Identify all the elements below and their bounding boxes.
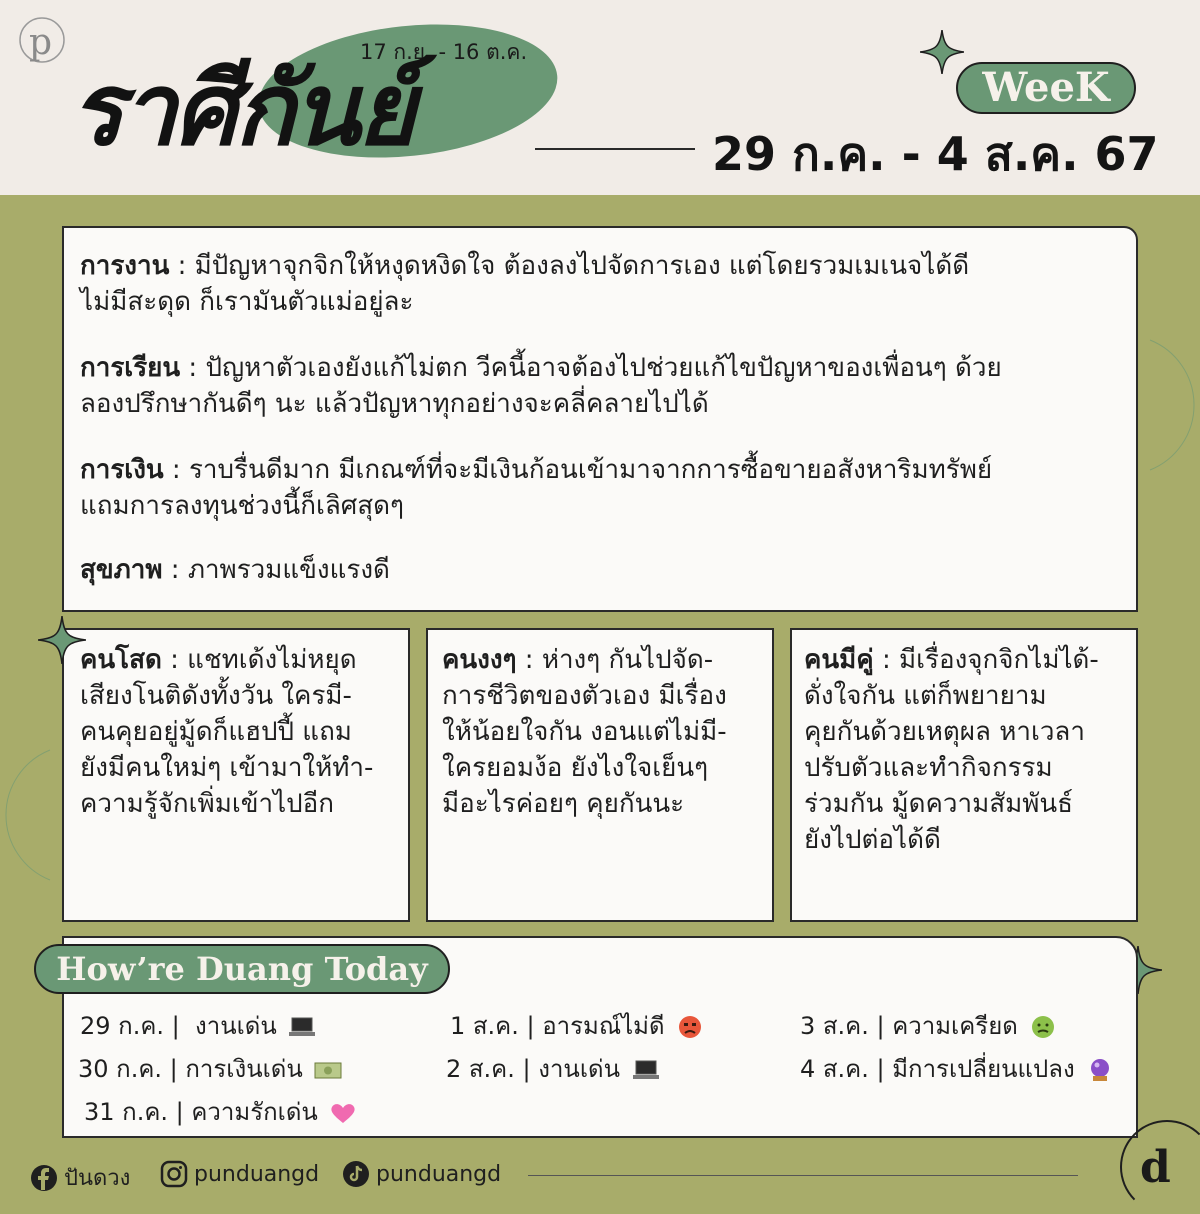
health-section <box>80 552 1130 588</box>
laptop-icon <box>288 1015 316 1039</box>
single-label: คนโสด <box>80 645 162 675</box>
facebook-icon <box>30 1164 58 1192</box>
facebook-link[interactable]: ปันดวง <box>30 1160 130 1195</box>
sparkle-icon <box>38 616 86 664</box>
finance-section <box>80 452 1130 524</box>
tiktok-icon <box>342 1160 370 1188</box>
confused-text: คนงงๆ : ห่างๆ กันไปจัด- การชีวิตของตัวเอง มีเรื่อง ให้น้อยใจกัน งอนแต่ไม่มี- ใครยอมง้อ ยังไงใจเย็นๆ มีอะไรค่อยๆ คุยกันนะ <box>442 645 727 819</box>
angry-face-icon <box>676 1015 704 1039</box>
week-dates: 29 ก.ค. - 4 ส.ค. 67 <box>712 127 1159 181</box>
day-item: 1 ส.ค. | อารมณ์ไม่ดี <box>450 1006 704 1045</box>
sign-title: ราศีกันย์ <box>70 51 413 168</box>
day-item: 31 ก.ค. | ความรักเด่น <box>84 1092 357 1131</box>
day-item: 29 ก.ค. | งานเด่น <box>80 1006 316 1045</box>
finance-label: การเงิน <box>80 455 164 485</box>
sign-date-range: 17 ก.ย. - 16 ต.ค. <box>360 40 528 64</box>
tiktok-link[interactable]: punduangd <box>342 1160 501 1188</box>
health-label: สุขภาพ <box>80 555 163 585</box>
finance-text-line2: แถมการลงทุนช่วงนี้ก็เลิศสุดๆ <box>80 491 404 521</box>
day-item: 30 ก.ค. | การเงินเด่น <box>78 1049 342 1088</box>
laptop-icon <box>632 1058 660 1082</box>
work-text-line2: ไม่มีสะดุด ก็เรามันตัวแม่อยู่ละ <box>80 287 414 317</box>
sparkle-icon <box>920 30 964 74</box>
sick-face-icon <box>1029 1015 1057 1039</box>
brand-logo-icon <box>18 14 66 70</box>
study-label: การเรียน <box>80 353 181 383</box>
svg-text:p: p <box>29 22 53 63</box>
brand-letter: d <box>1140 1142 1171 1193</box>
day-item: 3 ส.ค. | ความเครียด <box>800 1006 1057 1045</box>
work-label: การงาน <box>80 251 170 281</box>
today-title: How’re Duang Today <box>34 944 450 994</box>
header-divider <box>535 148 695 150</box>
heart-icon <box>329 1101 357 1125</box>
couple-text: คนมีคู่ : มีเรื่องจุกจิกไม่ได้- ดั่งใจกัน แต่ก็พยายาม คุยกันด้วยเหตุผล หาเวลา ปรับตัวและทำกิจกรรม ร่วมกัน มู้ดความสัมพันธ์ ยังไปต่อได้ดี <box>804 645 1099 855</box>
work-section <box>80 248 1130 320</box>
single-text: คนโสด : แชทเด้งไม่หยุด เสียงโนติดังทั้งวัน ใครมี- คนคุยอยู่มู้ดก็แฮปปี้ แถม ยังมีคนใหม่ๆ เข้ามาให้ทำ- ความรู้จักเพิ่มเข้าไปอีก <box>80 645 374 819</box>
work-text-line1: : มีปัญหาจุกจิกให้หงุดหงิดใจ ต้องลงไปจัดการเอง แต่โดยรวมเมเนจได้ดี <box>169 251 970 281</box>
finance-text-line1: : ราบรื่นดีมาก มีเกณฑ์ที่จะมีเงินก้อนเข้ามาจากการซื้อขายอสังหาริมทรัพย์ <box>163 455 993 485</box>
day-item: 4 ส.ค. | มีการเปลี่ยนแปลง <box>800 1049 1114 1088</box>
week-badge: WeeK <box>956 62 1136 114</box>
instagram-link[interactable]: punduangd <box>160 1160 319 1188</box>
watermark-left <box>0 740 60 890</box>
study-text-line1: : ปัญหาตัวเองยังแก้ไม่ตก วีคนี้อาจต้องไปช่วยแก้ไขปัญหาของเพื่อนๆ ด้วย <box>180 353 1002 383</box>
day-item: 2 ส.ค. | งานเด่น <box>446 1049 660 1088</box>
crystal-ball-icon <box>1086 1058 1114 1082</box>
couple-label: คนมีคู่ <box>804 645 874 675</box>
watermark-right <box>1140 330 1200 480</box>
money-icon <box>314 1058 342 1082</box>
instagram-icon <box>160 1160 188 1188</box>
health-text-line1: : ภาพรวมแข็งแรงดี <box>162 555 390 585</box>
footer-divider <box>528 1175 1078 1176</box>
study-text-line2: ลองปรึกษากันดีๆ นะ แล้วปัญหาทุกอย่างจะคลี่คลายไปได้ <box>80 389 709 419</box>
confused-label: คนงงๆ <box>442 645 517 675</box>
study-section <box>80 350 1130 422</box>
